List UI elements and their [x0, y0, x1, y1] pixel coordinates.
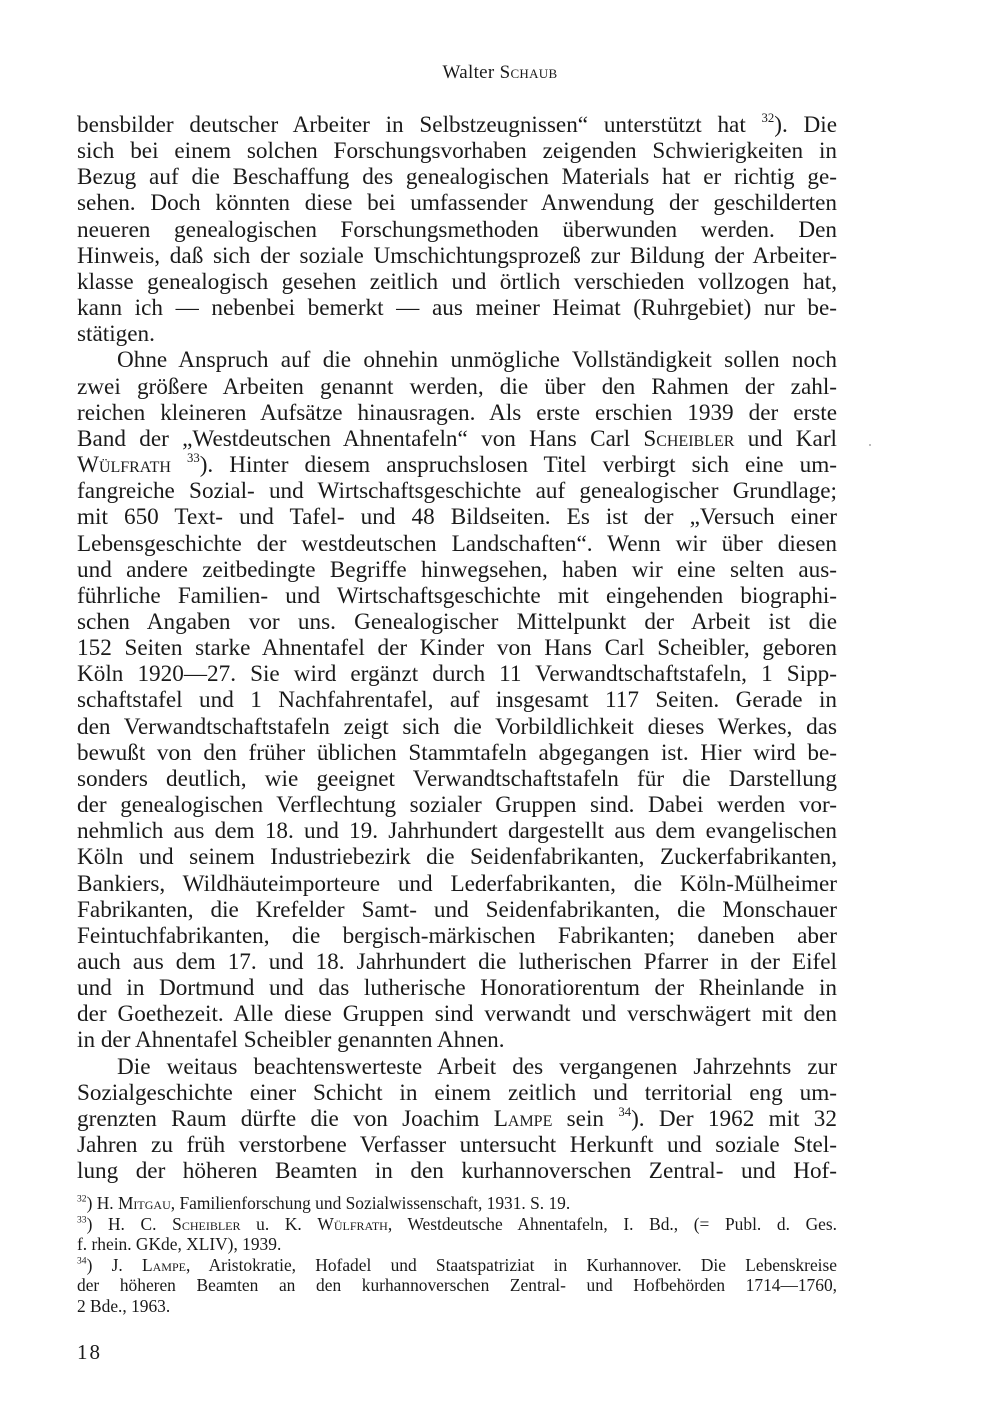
paragraph-start-line: Die weitaus beachtenswerteste Arbeit des vergangenen Jahrzehnts zur: [117, 1053, 837, 1080]
text-line: der genealogischen Verflechtung sozialer Gruppen sind. Dabei werden vor-: [77, 792, 837, 819]
text-line: Köln und seinem Industriebezirk die Seidenfabrikanten, Zuckerfabrikanten,: [77, 844, 837, 871]
author-surname: Schaub: [499, 62, 558, 83]
text-line: Köln 1920—27. Sie wird ergänzt durch 11 Verwandtschaftstafeln, 1 Sipp-: [77, 661, 837, 688]
footnote-ref: 33: [186, 450, 200, 465]
footnote-ref: 32: [761, 110, 775, 125]
footnote-ref: 34: [618, 1104, 632, 1119]
author-first-name: Walter: [442, 62, 495, 83]
text-line: kann ich — nebenbei bemerkt — aus meiner Heimat (Ruhrgebiet) nur be-: [77, 295, 837, 322]
footnote-33: $^{33}$) H. C. Scheibler u. K. Wülfrath, Westdeutsche Ahnentafeln, I. Bd., (= Publ. d. Ges.: [77, 1213, 837, 1234]
footnote-34-cont: der höheren Beamten an den kurhannoverschen Zentral- und Hofbehörden 1714—1760,: [77, 1275, 837, 1296]
text-line: mit 650 Text- und Tafel- und 48 Bildseiten. Es ist der „Versuch einer: [77, 504, 837, 531]
text-line: Sozialgeschichte einer Schicht in einem zeitlich und territorial eng um-: [77, 1079, 837, 1106]
text-line: Wülfrath $^{33}$). Hinter diesem anspruchslosen Titel verbirgt sich eine um-: [77, 450, 837, 479]
text-line: Jahren zu früh verstorbene Verfasser untersucht Herkunft und soziale Stel-: [77, 1132, 837, 1159]
text-line: reichen kleineren Aufsätze hinausragen. Als erste erschien 1939 der erste: [77, 399, 837, 426]
author-name: Scheibler: [643, 425, 735, 452]
cited-author: Scheibler: [172, 1213, 241, 1234]
body-text: [77, 112, 837, 1184]
text-line: der Goethezeit. Alle diese Gruppen sind verwandt und verschwägert mit den: [77, 1001, 837, 1028]
footnote-number: 32: [77, 1193, 87, 1205]
text-line: sehen. Doch könnten diese bei umfassender Anwendung der geschilderten: [77, 190, 837, 217]
text-line: auch aus dem 17. und 18. Jahrhundert die lutherischen Pfarrer in der Eifel: [77, 949, 837, 975]
paragraph-start-line: Ohne Anspruch auf die ohnehin unmögliche Vollständigkeit sollen noch: [117, 347, 837, 374]
text-line: Feintuchfabrikanten, die bergisch-märkischen Fabrikanten; daneben aber: [77, 922, 837, 949]
running-head: [0, 62, 1000, 84]
text-line: schen Angaben vor uns. Genealogischer Mittelpunkt der Arbeit ist die: [77, 608, 837, 635]
text-line: Bezug auf die Beschaffung des genealogischen Materials hat er richtig ge-: [77, 164, 837, 191]
text-line: Bankiers, Wildhäuteimporteure und Lederfabrikanten, die Köln-Mülheimer: [77, 870, 837, 897]
text-line: klasse genealogisch gesehen zeitlich und örtlich verschieden vollzogen hat,: [77, 268, 837, 295]
text-line: Lebensgeschichte der westdeutschen Landschaften“. Wenn wir über diesen: [77, 530, 837, 557]
text-line: bensbilder deutscher Arbeiter in Selbstzeugnissen“ unterstützt hat $^{32}$). Die: [77, 110, 837, 138]
text-line: Fabrikanten, die Krefelder Samt- und Seidenfabrikanten, die Monschauer: [77, 896, 837, 923]
text-line: zwei größere Arbeiten genannt werden, die über den Rahmen der zahl-: [77, 373, 837, 400]
page-number: 18: [77, 1340, 102, 1364]
footnote-33-cont: f. rhein. GKde, XLIV), 1939.: [77, 1234, 282, 1255]
text-line: führliche Familien- und Wirtschaftsgeschichte mit eingehenden biographi-: [77, 582, 837, 609]
cited-author: Mitgau: [117, 1193, 171, 1213]
margin-mark: [869, 444, 871, 446]
text-line: sonders deutlich, wie geeignet Verwandtschaftstafeln für die Darstellung: [77, 765, 837, 792]
author-name: Lampe: [493, 1105, 553, 1132]
footnote-32: $^{32}$) H. Mitgau, Familienforschung und Sozialwissenschaft, 1931. S. 19.: [77, 1193, 571, 1213]
text-line: lung der höheren Beamten in den kurhannoverschen Zentral- und Hof-: [77, 1158, 837, 1185]
footnote-number: 34: [77, 1255, 87, 1267]
text-line: fangreiche Sozial- und Wirtschaftsgeschichte auf genealogischer Grundlage;: [77, 478, 837, 505]
footnote-34-cont: 2 Bde., 1963.: [77, 1295, 171, 1316]
text-line: Band der „Westdeutschen Ahnentafeln“ von Hans Carl Scheibler und Karl: [77, 425, 837, 452]
text-line: schaftstafel und 1 Nachfahrentafel, auf insgesamt 117 Seiten. Gerade in: [77, 687, 837, 714]
text-line: und in Dortmund und das lutherische Honoratiorentum der Rheinlande in: [77, 975, 837, 1002]
cited-author: Lampe: [142, 1254, 186, 1275]
text-line: sich bei einem solchen Forschungsvorhaben zeigenden Schwierigkeiten in: [77, 138, 837, 165]
text-line: den Verwandtschaftstafeln zeigt sich die Vorbildlichkeit dieses Werkes, das: [77, 713, 837, 740]
text-line: Hinweis, daß sich der soziale Umschichtungsprozeß zur Bildung der Arbeiter-: [77, 242, 837, 269]
text-line: 152 Seiten starke Ahnentafel der Kinder von Hans Carl Scheibler, geboren: [77, 635, 837, 662]
text-line: grenzten Raum dürfte die von Joachim Lampe sein $^{34}$). Der 1962 mit 32: [77, 1104, 837, 1132]
text-line: bewußt von den früher üblichen Stammtafeln abgegangen ist. Hier wird be-: [77, 739, 837, 766]
footnote-34: $^{34}$) J. Lampe, Aristokratie, Hofadel und Staatspatriziat in Kurhannover. Die Lebenskreise: [77, 1254, 837, 1275]
text-line: stätigen.: [77, 321, 155, 348]
footnote-number: 33: [77, 1213, 87, 1225]
author-name: Wülfrath: [77, 452, 171, 479]
footnotes: [77, 1193, 837, 1317]
text-line: in der Ahnentafel Scheibler genannten Ahnen.: [77, 1027, 505, 1054]
text-line: nehmlich aus dem 18. und 19. Jahrhundert dargestellt aus dem evangelischen: [77, 818, 837, 845]
cited-author: Wülfrath: [317, 1213, 388, 1234]
text-line: und andere zeitbedingte Begriffe hinwegsehen, haben wir eine selten aus-: [77, 556, 837, 583]
text-line: neueren genealogischen Forschungsmethoden überwunden werden. Den: [77, 216, 837, 243]
